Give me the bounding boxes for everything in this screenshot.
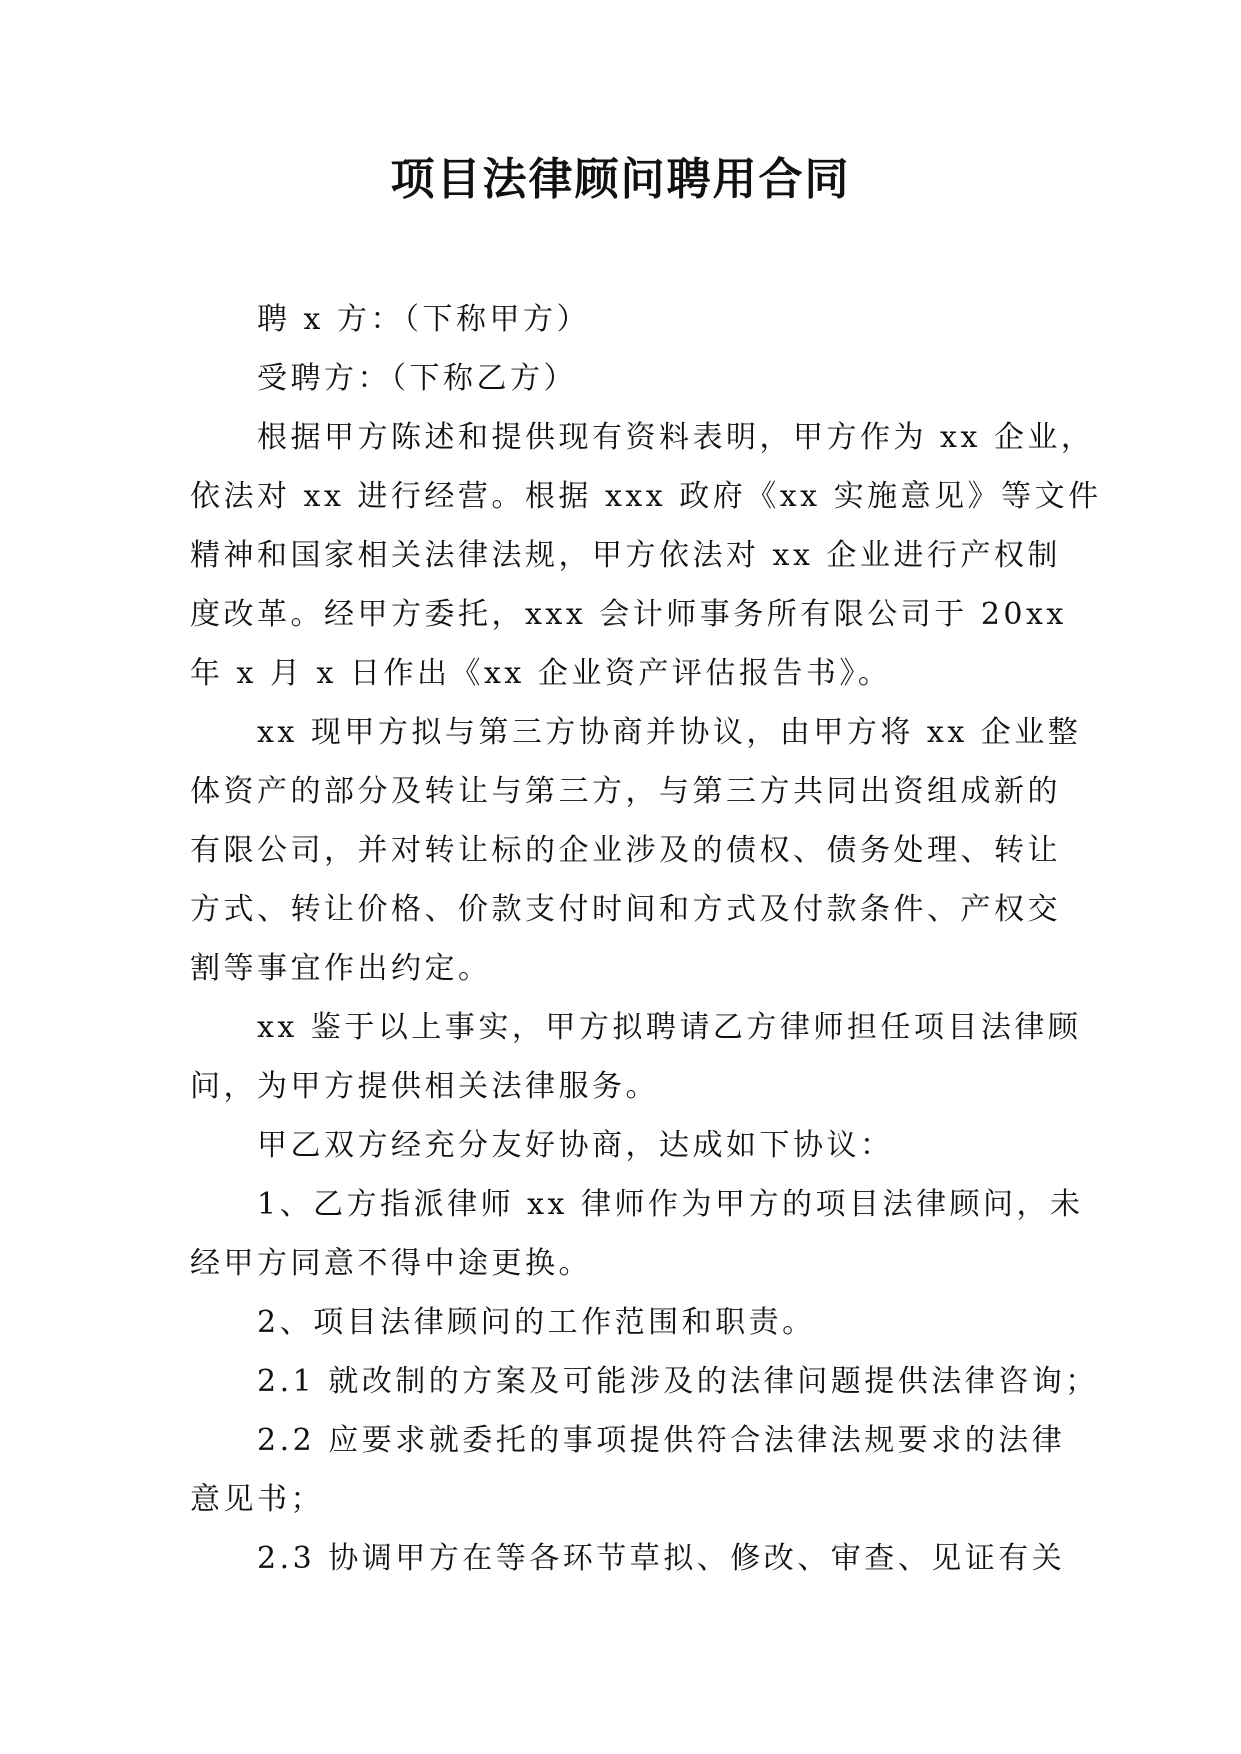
body-line: xx 鉴于以上事实，甲方拟聘请乙方律师担任项目法律顾 [257,1010,1082,1045]
body-line: 有限公司，并对转让标的企业涉及的债权、债务处理、转让 [190,833,1061,868]
document-title: 项目法律顾问聘用合同 [390,154,851,205]
body-line: 甲乙双方经充分友好协商，达成如下协议： [257,1128,894,1163]
body-line: xx 现甲方拟与第三方协商并协议，由甲方将 xx 企业整 [257,715,1082,750]
body-line: 2、项目法律顾问的工作范围和职责。 [257,1305,816,1340]
body-line: 2.1 就改制的方案及可能涉及的法律问题提供法律咨询； [257,1364,1099,1399]
body-line: 度改革。经甲方委托，xxx 会计师事务所有限公司于 20xx [190,597,1067,632]
body-line: 根据甲方陈述和提供现有资料表明，甲方作为 xx 企业， [257,420,1095,455]
body-line: 聘 x 方：（下称甲方） [257,302,590,337]
body-line: 受聘方：（下称乙方） [257,361,577,396]
body-line: 方式、转让价格、价款支付时间和方式及付款条件、产权交 [190,892,1061,927]
body-line: 年 x 月 x 日作出《xx 企业资产评估报告书》。 [190,656,892,691]
body-line: 1、乙方指派律师 xx 律师作为甲方的项目法律顾问，未 [257,1187,1084,1222]
body-line: 依法对 xx 进行经营。根据 xxx 政府《xx 实施意见》等文件 [190,479,1102,514]
body-line: 体资产的部分及转让与第三方，与第三方共同出资组成新的 [190,774,1061,809]
body-line: 经甲方同意不得中途更换。 [190,1246,592,1281]
body-line: 割等事宜作出约定。 [190,951,492,986]
body-line: 问，为甲方提供相关法律服务。 [190,1069,659,1104]
body-line: 精神和国家相关法律法规，甲方依法对 xx 企业进行产权制 [190,538,1061,573]
body-line: 意见书； [190,1482,324,1517]
body-line: 2.3 协调甲方在等各环节草拟、修改、审查、见证有关 [257,1541,1066,1576]
document-body [190,290,1102,1588]
body-line: 2.2 应要求就委托的事项提供符合法律法规要求的法律 [257,1423,1066,1458]
